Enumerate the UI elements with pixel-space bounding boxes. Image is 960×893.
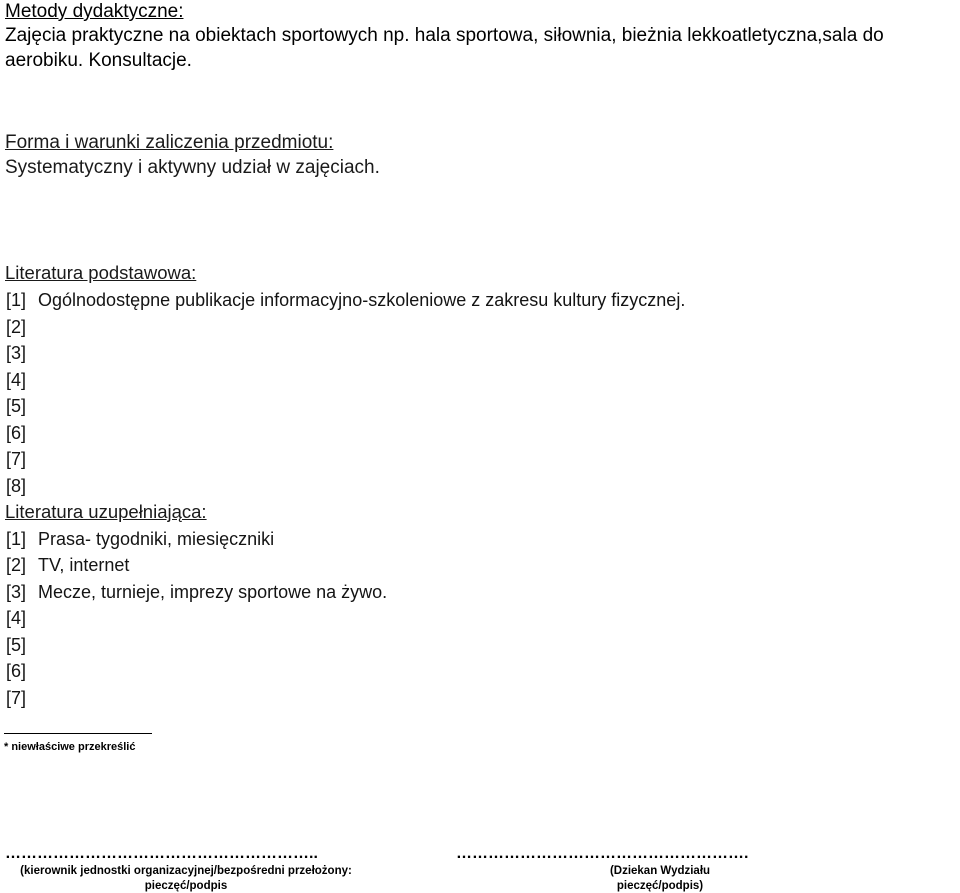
list-item xyxy=(6,554,129,576)
signature-label-left-2: pieczęć/podpis xyxy=(144,880,228,892)
list-item xyxy=(6,395,38,417)
list-item xyxy=(6,422,38,444)
list-item-number: [1] xyxy=(6,529,27,549)
list-item-number: [2] xyxy=(6,555,27,575)
list-item-number: [1] xyxy=(6,290,27,310)
list-item xyxy=(6,607,38,629)
list-item-number: [3] xyxy=(6,343,27,363)
list-item-number: [6] xyxy=(6,423,27,443)
list-item xyxy=(6,581,387,603)
list-item xyxy=(6,634,38,656)
list-item xyxy=(6,289,685,311)
list-item-number: [2] xyxy=(6,317,27,337)
list-item xyxy=(6,660,38,682)
signature-line-right: ………………………………………………. xyxy=(456,845,749,862)
list-item-text: TV, internet xyxy=(38,555,130,575)
list-item-text: Mecze, turnieje, imprezy sportowe na żywo. xyxy=(38,582,388,602)
literatura-podstawowa-heading: Literatura podstawowa: xyxy=(5,262,197,283)
list-item-number: [5] xyxy=(6,635,27,655)
list-item xyxy=(6,316,38,338)
footnote: * niewłaściwe przekreślić xyxy=(4,741,136,753)
signature-line-left: ………………………………………………….. xyxy=(5,845,318,862)
list-item-number: [4] xyxy=(6,370,27,390)
metody-heading: Metody dydaktyczne: xyxy=(5,1,184,22)
list-item xyxy=(6,475,38,497)
list-item xyxy=(6,687,38,709)
list-item-number: [6] xyxy=(6,661,27,681)
list-item-number: [7] xyxy=(6,449,27,469)
list-item xyxy=(6,369,38,391)
list-item-number: [3] xyxy=(6,582,27,602)
metody-line-2: aerobiku. Konsultacje. xyxy=(5,50,192,71)
list-item-text: Ogólnodostępne publikacje informacyjno-szkoleniowe z zakresu kultury fizycznej. xyxy=(38,290,686,310)
list-item xyxy=(6,448,38,470)
list-item-text: Prasa- tygodniki, miesięczniki xyxy=(38,529,275,549)
metody-line-1: Zajęcia praktyczne na obiektach sportowych np. hala sportowa, siłownia, bieżnia lekkoatletyczna,sala do xyxy=(5,25,884,46)
literatura-uzupelniajaca-heading: Literatura uzupełniająca: xyxy=(5,501,207,522)
footnote-separator xyxy=(4,733,152,734)
list-item-number: [8] xyxy=(6,476,27,496)
signature-label-right-2: pieczęć/podpis) xyxy=(616,880,704,892)
list-item-number: [4] xyxy=(6,608,27,628)
list-item-number: [5] xyxy=(6,396,27,416)
list-item-number: [7] xyxy=(6,688,27,708)
signature-label-right: (Dziekan Wydziału xyxy=(609,865,711,877)
list-item xyxy=(6,342,38,364)
forma-heading: Forma i warunki zaliczenia przedmiotu: xyxy=(5,132,334,153)
forma-line-1: Systematyczny i aktywny udział w zajęciach. xyxy=(5,157,380,178)
signature-label-left: (kierownik jednostki organizacyjnej/bezpośredni przełożony: xyxy=(20,865,352,877)
list-item xyxy=(6,528,274,550)
